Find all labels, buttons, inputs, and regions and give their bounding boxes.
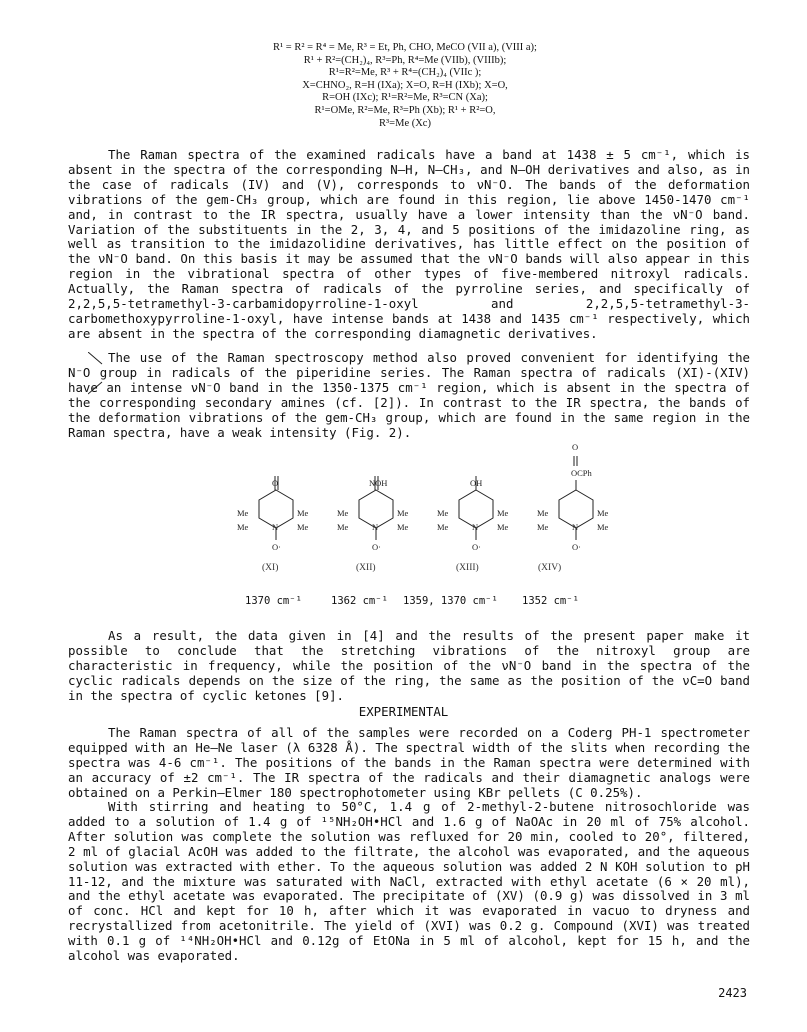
paragraph-methods-raman: The Raman spectra of all of the samples were recorded on a Coderg PH-1 spectrometer equipped with an He–Ne laser (λ 6328 Å). The spectral width of the slits when recording the spectra was 4-6 cm⁻¹. The positions of the bands in the Raman spectra were determined with an accuracy of ±2 cm⁻¹. The IR spectra of the radicals and their diamagnetic analogs were obtained on a Perkin–Elmer 180 spectrophotometer using KBr pellets (C 0.25%). — [68, 725, 750, 800]
freq-xiv: 1352 cm⁻¹ — [522, 595, 579, 607]
structure-xiv: O OCPh Me Me Me Me N O· — [537, 442, 609, 552]
paragraph-conclusion: As a result, the data given in [4] and the results of the present paper make it possible to conclude that the stretching vibrations of the nitroxyl group are characteristic in frequency, while the position of the νN⁻O band in the spectra of the cyclic radicals depends on the size of the ring, the same as the position of the νC=O band in the spectra of cyclic ketones [9]. — [68, 628, 750, 703]
formula-line: R¹=OMe, R²=Me, R³=Ph (Xb); R¹ + R²=O, — [314, 104, 496, 116]
structure-xiii: OH Me Me Me Me N O· — [437, 478, 509, 552]
compound-tag-xii: (XII) — [356, 563, 376, 573]
freq-xii: 1362 cm⁻¹ — [331, 595, 388, 607]
paragraph-synthesis: With stirring and heating to 50°C, 1.4 g of 2-methyl-2-butene nitrosochloride was added to a solution of 1.4 g of ¹⁵NH₂OH•HCl and 1.6 g of NaOAc in 20 ml of 75% alcohol. After solution was complete the solution was refluxed for 20 min, cooled to 20°, filtered, 2 ml of glacial AcOH was added to the filtrate, the alcohol was evaporated, and the aqueous solution was extracted with ether. To the aqueous solution was added 2 N KOH solution to pH 11-12, and the mixture was saturated with NaCl, extracted with ethyl acetate (6 × 20 ml), and the ethyl acetate was evaporated. The precipitate of (XV) (0.9 g) was dissolved in 3 ml of conc. HCl and kept for 10 h, after which it was evaporated in vacuo to dryness and recrystallized from acetonitrile. The yield of (XVI) was 0.2 g. Compound (XVI) was treated with 0.1 g of ¹⁴NH₂OH•HCl and 0.12g of EtONa in 5 ml of alcohol, kept for 15 h, and the alcohol was evaporated. — [68, 799, 750, 964]
formula-line: R³=Me (Xc) — [379, 117, 431, 129]
compound-tag-xi: (XI) — [262, 563, 279, 573]
formula-line: R¹=R²=Me, R³ + R⁴=(CH₂)₄ (VIIc ); — [328, 67, 482, 79]
formula-line: R¹ = R² = R⁴ = Me, R³ = Et, Ph, CHO, MeCO (VII a), (VIII a); — [273, 42, 537, 53]
freq-xi: 1370 cm⁻¹ — [245, 595, 302, 607]
paragraph-piperidine-series: The use of the Raman spectroscopy method also proved convenient for identifying the N⁻O group in radicals of the piperidine series. The Raman spectra of radicals (XI)-(XIV) have an intense νN⁻O band in the 1350-1375 cm⁻¹ region, which is absent in the spectra of the corresponding secondary amines (cf. [2]). In contrast to the IR spectra, the bands of the deformation vibrations of the gem-CH₃ group, which are found in the same region in the Raman spectra, have a weak intensity (Fig. 2). — [68, 350, 750, 440]
page-number: 2423 — [718, 986, 747, 1000]
compound-tag-xiii: (XIII) — [456, 563, 479, 573]
structure-xi: O Me Me Me Me N O· — [237, 478, 309, 552]
paragraph-raman-five-membered: The Raman spectra of the examined radicals have a band at 1438 ± 5 cm⁻¹, which is absent in the spectra of the corresponding N–H, N–CH₃, and N–OH derivatives and also, as in the case of radicals (IV) and (V), corresponds to νN⁻O. The bands of the deformation vibrations of the gem-CH₃ group, which are found in this region, lie above 1450-1470 cm⁻¹ and, in contrast to the IR spectra, usually have a lower intensity than the νN⁻O band. Variation of the substituents in the 2, 3, 4, and 5 positions of the imidazoline ring, as well as transition to the imidazolidine derivatives, has little effect on the position of the νN⁻O band. On this basis it may be assumed that the νN⁻O bands will also appear in this region in the vibrational spectra of other types of five-membered nitroxyl radicals. Actually, the Raman spectra of radicals of the pyrroline series, and specifically of 2,2,5,5-tetramethyl-3-carbamidopyrroline-1-oxyl and 2,2,5,5-tetramethyl-3-carbomethoxypyrroline-1-oxyl, have intense bands at 1438 and 1435 cm⁻¹ respectively, which are absent in the spectra of the corresponding diamagnetic derivatives. — [68, 147, 750, 341]
compound-tag-xiv: (XIV) — [538, 563, 562, 573]
substituent-formulas — [150, 42, 660, 130]
freq-xiii: 1359, 1370 cm⁻¹ — [403, 595, 498, 607]
formula-line: R=OH (IXc); R¹=R²=Me, R³=CN (Xa); — [322, 92, 488, 104]
section-heading-experimental: EXPERIMENTAL — [358, 704, 449, 719]
formula-line: X=CHNO₂, R=H (IXa); X=O, R=H (IXb); X=O, — [302, 79, 508, 91]
structures-figure — [225, 442, 625, 586]
formula-line: R¹ + R²=(CH₂)₄, R³=Ph, R⁴=Me (VIIb), (VIIIb); — [303, 54, 507, 66]
structure-xii: NOH Me Me Me Me N O· — [337, 478, 409, 552]
